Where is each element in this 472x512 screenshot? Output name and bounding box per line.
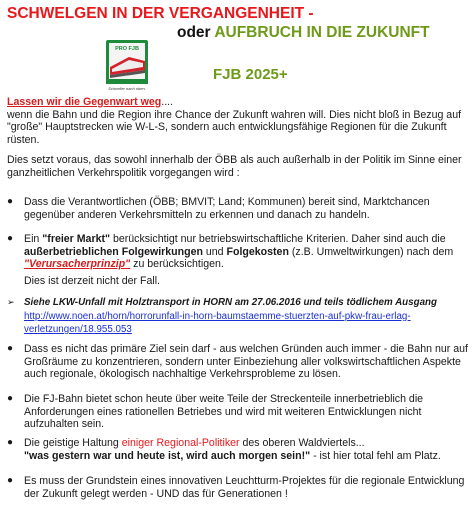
text-span: Ein [24, 233, 43, 245]
list-item-text: Dass es nicht das primäre Ziel sein darf - aus welchen Gründen auch immer - die Bahn nur auf Großräume zu konzentrieren, sondern unter Einbeziehung aller volkswirtschaftlichen Aspekte auch regionale, ökologisch nachhaltige Verkehrsprobleme zu lösen. [24, 343, 468, 381]
arrow-bullet-icon: ➢ [7, 297, 15, 307]
list-item [7, 475, 469, 500]
text-bold: "freier Markt" [42, 233, 111, 245]
list-item [7, 437, 469, 462]
text-span: berücksichtigt nur betriebswirtschaftliche Kriterien. Daher sind auch die [110, 233, 446, 245]
logo-slogan: Schneller nach oben. [108, 86, 146, 91]
heading-zukunft: AUFBRUCH IN DIE ZUKUNFT [214, 24, 430, 41]
text-bold: außerbetrieblichen Folgewirkungen [24, 245, 203, 258]
text-span: zu berücksichtigen. [130, 258, 224, 271]
bullet-icon: ● [7, 437, 14, 448]
intro-lead: Lassen wir die Gegenwart weg [7, 96, 162, 108]
list-item [7, 196, 469, 221]
list-item-text [24, 437, 469, 462]
text-span: - ist hier total fehl am Platz. [310, 449, 441, 462]
bullet-icon: ● [7, 393, 14, 404]
pro-fjb-logo [103, 39, 151, 93]
bullet-icon: ● [7, 196, 14, 207]
list-item [7, 296, 469, 337]
quote-text: "was gestern war und heute ist, wird auch morgen sein!" [24, 449, 311, 462]
text-bold: Folgekosten [226, 245, 289, 258]
intro-paragraph [7, 96, 467, 146]
heading-oder: oder [177, 24, 211, 41]
heading-line2 [177, 24, 430, 42]
bullet-icon: ● [7, 233, 14, 244]
condition-paragraph: Dies setzt voraus, das sowohl innerhalb der ÖBB als auch außerhalb in der Politik im Sinne einer ganzheitlichen Verkehrspolitik vorgegangen wird : [7, 154, 462, 179]
text-span: des oberen Waldviertels... [239, 437, 365, 449]
regional-politicians-text: einiger Regional-Politiker [121, 437, 240, 449]
heading-line1: SCHWELGEN IN DER VERGANGENHEIT - [7, 5, 314, 22]
bullet-icon: ● [7, 475, 14, 486]
logo-text: PRO FJB [115, 46, 139, 52]
list-item-note: Dies ist derzeit nicht der Fall. [24, 274, 161, 287]
text-span: und [202, 245, 227, 258]
text-span: Die geistige Haltung [24, 437, 122, 449]
intro-lead-tail: .... [161, 96, 174, 108]
news-link[interactable]: http://www.noen.at/horn/horrorunfall-in-horn-baumstaemme-stuerzten-auf-pkw-frau-erlag-verletzungen/18.955.053 [24, 310, 411, 336]
list-item-text [24, 233, 469, 271]
list-item [7, 233, 469, 287]
list-item [7, 343, 469, 381]
list-item-text [24, 296, 469, 337]
list-item-text: Die FJ-Bahn bietet schon heute über weite Teile der Streckenteile innerbetrieblich die Anforderungen eines rationellen Betriebes und wird mit weiteren Entwicklungen nicht aufzuhalten sein. [24, 393, 424, 431]
intro-text: wenn die Bahn und die Region ihre Chance der Zukunft wahren will. Dies nicht bloß in Bezug auf "große" Hauptstrecken wie W-L-S, sondern auch entwicklungsfähige Regionen für die Zukunft rüsten. [7, 108, 462, 146]
bullet-icon: ● [7, 343, 14, 354]
list-item [7, 393, 469, 431]
list-item-text: Es muss der Grundstein eines innovativen Leuchtturm-Projektes für die regionale Entwicklung der Zukunft gelegt werden - UND das für Generationen ! [24, 475, 465, 500]
sub-heading: FJB 2025+ [213, 66, 288, 83]
list-item-text: Dass die Verantwortlichen (ÖBB; BMVIT; Land; Kommunen) bereit sind, Marktchancen gegenüber anderen Verkehrsmitteln zu erkennen und danach zu handeln. [24, 196, 430, 221]
lkw-accident-title: Siehe LKW-Unfall mit Holztransport in HORN am 27.06.2016 und teils tödlichem Ausgang [24, 297, 437, 308]
verursacherprinzip-text: "Verursacherprinzip" [24, 258, 131, 271]
text-span: (z.B. Umweltwirkungen) nach dem [288, 245, 454, 258]
